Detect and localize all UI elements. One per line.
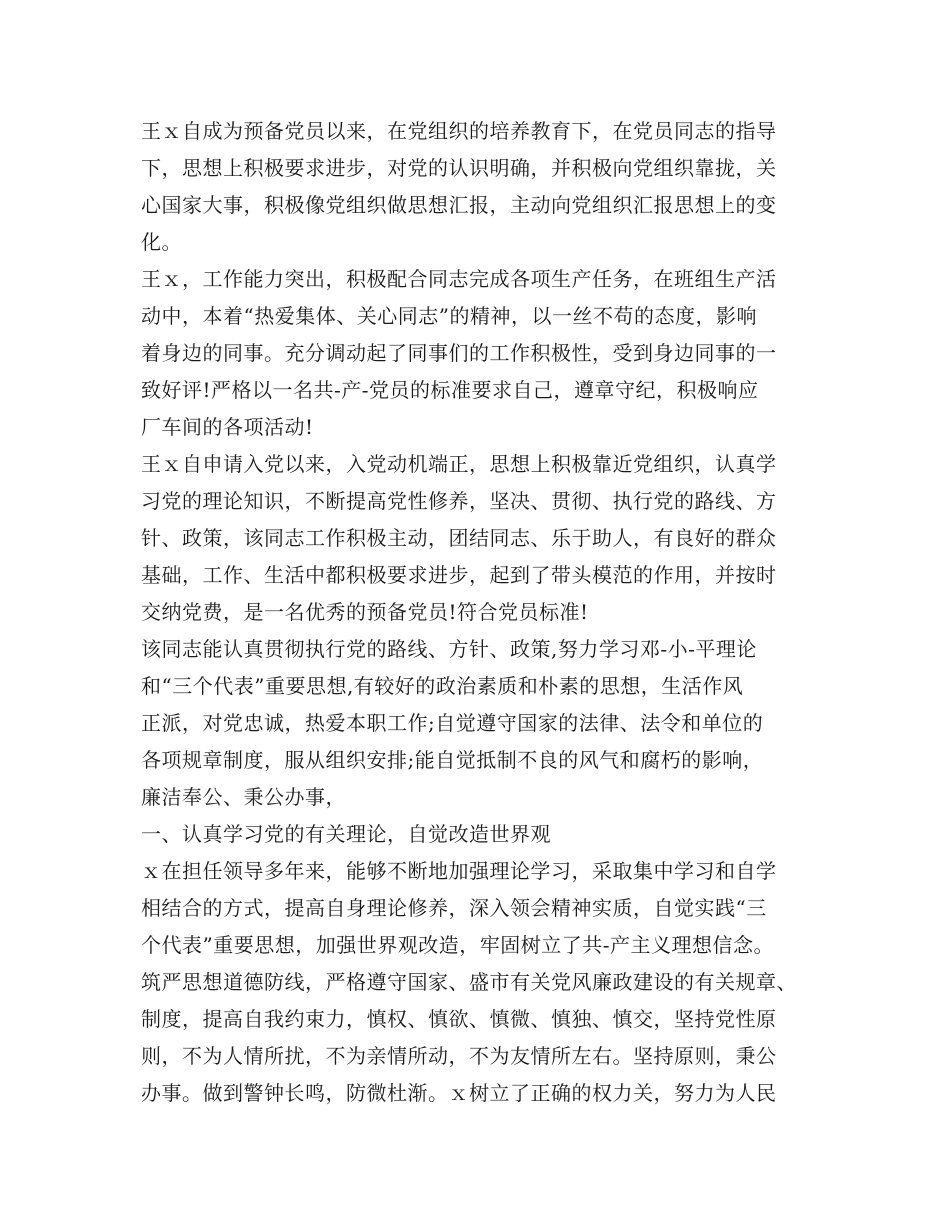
text-line: 和“三个代表”重要思想,有较好的政治素质和朴素的思想，生活作风 [141,674,744,698]
text-line: 厂车间的各项活动! [141,415,314,439]
text-line: ｘ在担任领导多年来，能够不断地加强理论学习，采取集中学习和自学 [141,859,777,883]
text-line: 下，思想上积极要求进步，对党的认识明确，并积极向党组织靠拢，关 [141,156,777,180]
text-line: 王ｘ自申请入党以来，入党动机端正，思想上积极靠近党组织，认真学 [141,452,777,476]
text-line: 王ｘ，工作能力突出，积极配合同志完成各项生产任务，在班组生产活 [141,267,777,291]
text-line: 各项规章制度，服从组织安排;能自觉抵制不良的风气和腐朽的影响， [141,748,764,772]
text-line: 制度，提高自我约束力，慎权、慎欲、慎微、慎独、慎交，坚持党性原 [141,1007,777,1031]
text-line: 针、政策，该同志工作积极主动，团结同志、乐于助人，有良好的群众 [141,526,777,550]
text-line: 习党的理论知识，不断提高党性修养，坚决、贯彻、执行党的路线、方 [141,489,777,513]
text-line: 相结合的方式，提高自身理论修养，深入领会精神实质，自觉实践“三 [141,896,767,920]
text-line: 廉洁奉公、秉公办事， [141,785,346,809]
text-line: 心国家大事，积极像党组织做思想汇报，主动向党组织汇报思想上的变 [141,193,777,217]
text-line: 着身边的同事。充分调动起了同事们的工作积极性，受到身边同事的一 [141,341,777,365]
text-line: 该同志能认真贯彻执行党的路线、方针、政策,努力学习邓-小-平理论 [141,637,757,661]
text-line: 基础，工作、生活中都积极要求进步，起到了带头模范的作用，并按时 [141,563,777,587]
text-line: 动中，本着“热爱集体、关心同志”的精神，以一丝不苟的态度，影响 [141,304,757,328]
text-line: 办事。做到警钟长鸣，防微杜渐。ｘ树立了正确的权力关，努力为人民 [141,1081,777,1105]
text-line: 王ｘ自成为预备党员以来，在党组织的培养教育下，在党员同志的指导 [141,119,777,143]
text-line: 致好评!严格以一名共-产-党员的标准要求自己，遵章守纪，积极响应 [141,378,759,402]
text-line: 交纳党费，是一名优秀的预备党员!符合党员标准! [141,600,589,624]
text-line: 正派，对党忠诚，热爱本职工作;自觉遵守国家的法律、法令和单位的 [141,711,764,735]
text-line: 筑严思想道德防线，严格遵守国家、盛市有关党风廉政建设的有关规章、 [141,970,797,994]
text-line: 化。 [141,230,182,254]
document-body [141,113,831,1112]
section-heading: 一、认真学习党的有关理论，自觉改造世界观 [141,822,551,846]
text-line: 个代表”重要思想，加强世界观改造，牢固树立了共-产主义理想信念。 [141,933,774,957]
text-line: 则，不为人情所扰，不为亲情所动，不为友情所左右。坚持原则，秉公 [141,1044,777,1068]
